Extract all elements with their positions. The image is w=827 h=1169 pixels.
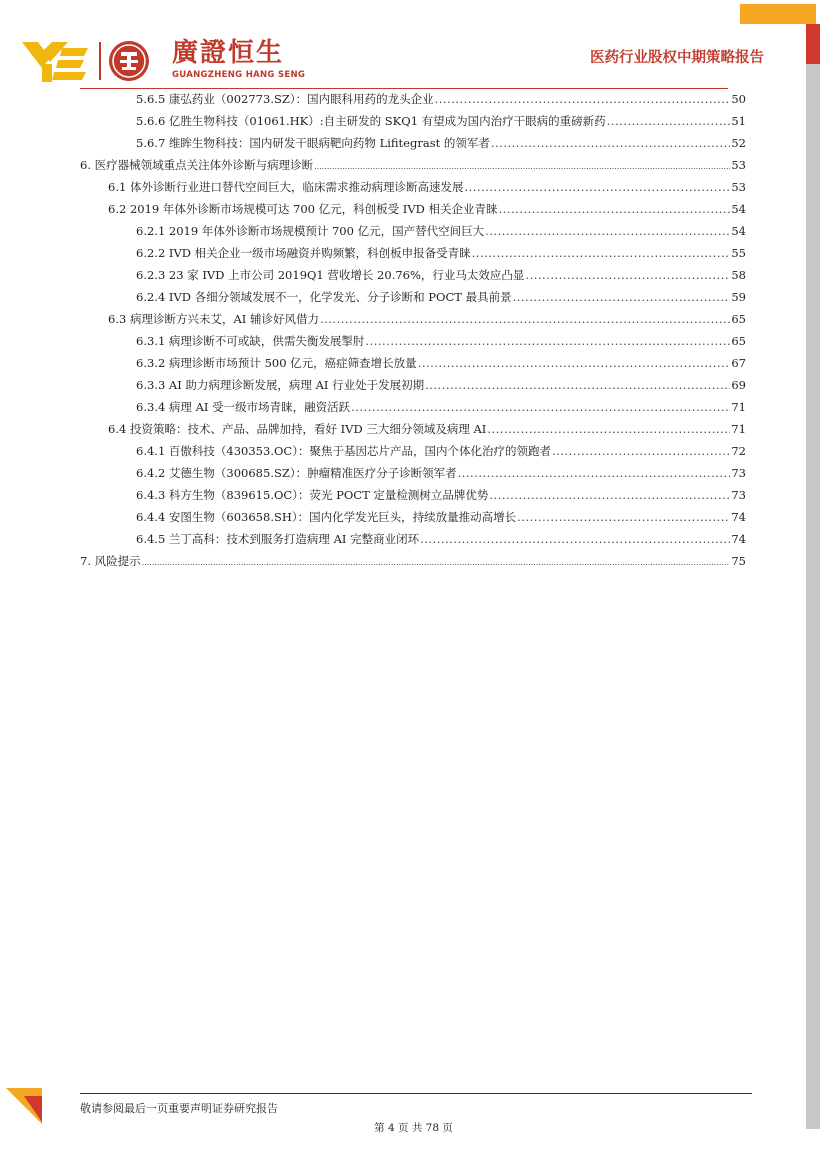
- toc-leader-dots: [435, 91, 731, 107]
- toc-entry-page: 67: [731, 356, 746, 370]
- toc-entry-title: 5.6.6 亿胜生物科技（01061.HK）:自主研发的 SKQ1 有望成为国内治疗干眼病的重磅新药: [136, 114, 606, 128]
- toc-entry-page: 58: [731, 268, 746, 282]
- logo-separator: [99, 42, 101, 80]
- toc-leader-dots: [351, 399, 730, 415]
- toc-entry[interactable]: [108, 179, 746, 195]
- toc-leader-dots: [552, 443, 730, 459]
- toc-leader-dots: [472, 245, 731, 261]
- toc-entry[interactable]: [108, 201, 746, 217]
- toc-leader-dots: [485, 223, 730, 239]
- header-divider: [80, 88, 728, 89]
- toc-entry-title: 6.2.4 IVD 各细分领域发展不一，化学发光、分子诊断和 POCT 最具前景: [136, 290, 512, 304]
- toc-entry-page: 71: [731, 400, 746, 414]
- report-title: 医药行业股权中期策略报告: [590, 50, 764, 66]
- toc-entry[interactable]: [136, 377, 746, 393]
- toc-leader-dots: [513, 289, 731, 305]
- toc-entry-title: 6.2.2 IVD 相关企业一级市场融资并购频繁，科创板申报备受青睐: [136, 246, 471, 260]
- toc-leader-dots: [365, 333, 730, 349]
- header-accent-bar: [740, 4, 816, 24]
- toc-entry[interactable]: [136, 267, 746, 283]
- toc-entry-page: 69: [731, 378, 746, 392]
- toc-entry[interactable]: [136, 113, 746, 129]
- toc-entry[interactable]: [80, 157, 746, 173]
- toc-leader-dots: [418, 355, 731, 371]
- toc-entry-title: 5.6.5 康弘药业（002773.SZ）：国内眼科用药的龙头企业: [136, 92, 434, 106]
- toc-entry-title: 6.3.1 病理诊断不可或缺，供需失衡发展掣肘: [136, 334, 365, 348]
- toc-entry-page: 74: [731, 510, 746, 524]
- toc-leader-dots: [525, 267, 730, 283]
- toc-entry-page: 53: [731, 158, 746, 172]
- toc-entry[interactable]: [136, 465, 746, 481]
- right-edge-bar-accent: [806, 24, 820, 64]
- toc-entry[interactable]: [136, 245, 746, 261]
- toc-entry-page: 55: [731, 246, 746, 260]
- toc-leader-dots: [487, 421, 730, 437]
- toc-entry-title: 5.6.7 维眸生物科技：国内研发干眼病靶向药物 Lifitegrast 的领军者: [136, 136, 490, 150]
- toc-entry[interactable]: [108, 421, 746, 437]
- toc-entry-page: 73: [731, 466, 746, 480]
- toc-entry[interactable]: [136, 399, 746, 415]
- toc-entry-title: 6.3 病理诊断方兴未艾，AI 辅诊好风借力: [108, 312, 319, 326]
- ye-logo-icon: [20, 38, 90, 84]
- toc-entry[interactable]: [136, 289, 746, 305]
- toc-entry[interactable]: [136, 443, 746, 459]
- toc-entry-page: 54: [731, 224, 746, 238]
- toc-entry-title: 6.4.3 科方生物（839615.OC）：荧光 POCT 定量检测树立品牌优势: [136, 488, 489, 502]
- toc-leader-dots: [489, 487, 730, 503]
- toc-entry-title: 7. 风险提示: [80, 554, 141, 568]
- toc-entry[interactable]: [136, 223, 746, 239]
- toc-leader-dots: [458, 465, 731, 481]
- toc-leader-dots: [142, 553, 731, 571]
- footer-corner-icon: [6, 1088, 42, 1124]
- toc-entry-page: 65: [731, 312, 746, 326]
- toc-entry[interactable]: [136, 355, 746, 371]
- toc-entry-page: 52: [731, 136, 746, 150]
- toc-entry-page: 59: [731, 290, 746, 304]
- toc-entry-page: 65: [731, 334, 746, 348]
- company-name-en: GUANGZHENG HANG SENG: [172, 70, 306, 80]
- toc-entry[interactable]: [136, 91, 746, 107]
- toc-entry-title: 6.2.3 23 家 IVD 上市公司 2019Q1 营收增长 20.76%，行业马太效应凸显: [136, 268, 525, 282]
- toc-entry-page: 74: [731, 532, 746, 546]
- toc-entry-title: 6.1 体外诊断行业进口替代空间巨大，临床需求推动病理诊断高速发展: [108, 180, 464, 194]
- toc-entry[interactable]: [136, 509, 746, 525]
- toc-leader-dots: [420, 531, 730, 547]
- toc-entry-title: 6.2 2019 年体外诊断市场规模可达 700 亿元，科创板受 IVD 相关企业青睐: [108, 202, 498, 216]
- toc-leader-dots: [314, 157, 730, 175]
- company-seal-icon: [108, 40, 150, 82]
- company-name-cn: 廣證恒生: [172, 38, 285, 68]
- toc-entry[interactable]: [80, 553, 746, 569]
- toc-entry[interactable]: [136, 487, 746, 503]
- page-number: 第 4 页 共 78 页: [374, 1122, 453, 1134]
- toc-entry-title: 6.4.1 百傲科技（430353.OC）：聚焦于基因芯片产品，国内个体化治疗的领跑者: [136, 444, 551, 458]
- toc-leader-dots: [607, 113, 731, 129]
- toc-entry[interactable]: [136, 333, 746, 349]
- toc-entry-title: 6.3.3 AI 助力病理诊断发展，病理 AI 行业处于发展初期: [136, 378, 425, 392]
- toc-entry[interactable]: [108, 311, 746, 327]
- toc-entry-title: 6.2.1 2019 年体外诊断市场规模预计 700 亿元，国产替代空间巨大: [136, 224, 485, 238]
- toc-entry-page: 50: [731, 92, 746, 106]
- toc-leader-dots: [464, 179, 730, 195]
- toc-entry-page: 53: [731, 180, 746, 194]
- right-edge-bar: [806, 24, 820, 1129]
- toc-leader-dots: [425, 377, 730, 393]
- toc-leader-dots: [499, 201, 731, 217]
- toc-entry-page: 71: [731, 422, 746, 436]
- toc-entry-title: 6.4.2 艾德生物（300685.SZ）：肿瘤精准医疗分子诊断领军者: [136, 466, 457, 480]
- toc-leader-dots: [320, 311, 730, 327]
- toc-entry-page: 75: [731, 554, 746, 568]
- toc-entry[interactable]: [136, 135, 746, 151]
- toc-leader-dots: [517, 509, 730, 525]
- toc-entry-title: 6.4.5 兰丁高科：技术到服务打造病理 AI 完整商业闭环: [136, 532, 420, 546]
- toc-entry-title: 6.4.4 安图生物（603658.SH）：国内化学发光巨头，持续放量推动高增长: [136, 510, 517, 524]
- footer-disclaimer: 敬请参阅最后一页重要声明证券研究报告: [80, 1102, 278, 1115]
- footer-divider: [80, 1093, 752, 1094]
- toc-entry-title: 6.3.4 病理 AI 受一级市场青睐，融资活跃: [136, 400, 351, 414]
- toc-leader-dots: [491, 135, 730, 151]
- toc-entry-title: 6.3.2 病理诊断市场预计 500 亿元，癌症筛查增长放量: [136, 356, 417, 370]
- toc-entry[interactable]: [136, 531, 746, 547]
- toc-entry-title: 6.4 投资策略：技术、产品、品牌加持，看好 IVD 三大细分领域及病理 AI: [108, 422, 487, 436]
- toc-entry-page: 54: [731, 202, 746, 216]
- toc-entry-page: 72: [731, 444, 746, 458]
- toc-entry-page: 51: [731, 114, 746, 128]
- toc-entry-title: 6. 医疗器械领域重点关注体外诊断与病理诊断: [80, 158, 314, 172]
- toc-entry-page: 73: [731, 488, 746, 502]
